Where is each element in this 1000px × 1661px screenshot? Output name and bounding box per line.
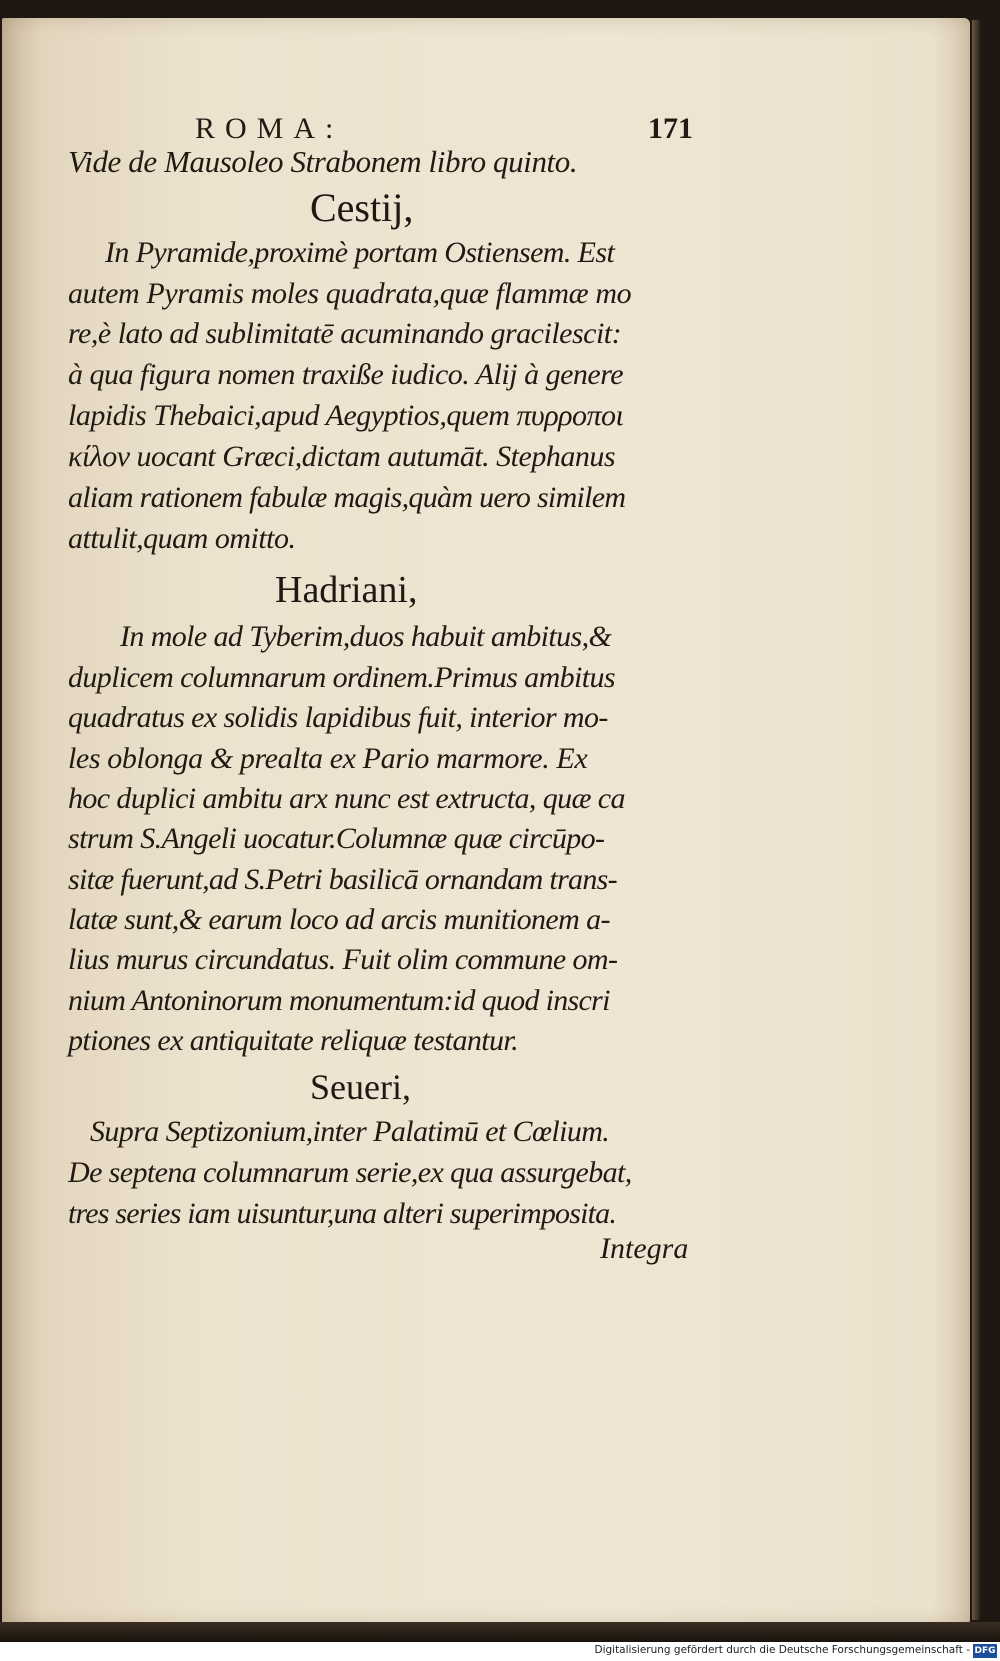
text-line: Supra Septizonium,inter Palatimū et Cœlium. [90,1115,610,1148]
text-line: latæ sunt,& earum loco ad arcis munitionem a- [68,903,610,936]
text-line: Vide de Mausoleo Strabonem libro quinto. [68,144,578,179]
text-line: De septena columnarum serie,ex qua assurgebat, [68,1156,632,1189]
text-line: aliam rationem fabulæ magis,quàm uero similem [68,481,626,514]
section-heading-seueri: Seueri, [310,1067,411,1107]
text-line: ptiones ex antiquitate reliquæ testantur. [68,1024,519,1057]
text-line: re,è lato ad sublimitatē acuminando gracilescit: [68,317,622,350]
text-line: à qua figura nomen traxiße iudico. Alij à genere [68,358,624,391]
text-line: tres series iam uisuntur,una alteri superimposita. [68,1197,617,1230]
funding-credit: Digitalisierung gefördert durch die Deutsche Forschungsgemeinschaft - [594,1644,970,1656]
text-line: autem Pyramis moles quadrata,quæ flammæ mo [68,277,632,310]
text-line: attulit,quam omitto. [68,522,296,555]
text-line: les oblonga & prealta ex Pario marmore. Ex [68,742,588,775]
text-line: duplicem columnarum ordinem.Primus ambitus [68,661,615,694]
text-line: κίλον uocant Græci,dictam autumāt. Stephanus [68,440,616,473]
text-line: quadratus ex solidis lapidibus fuit, interior mo- [68,701,608,734]
text-line: sitæ fuerunt,ad S.Petri basilicā ornandam trans- [68,863,617,896]
page-number: 171 [648,112,693,145]
text-line: lius murus circundatus. Fuit olim commune om- [68,943,618,976]
page-fore-edge [972,20,980,1620]
text-line: lapidis Thebaici,apud Aegyptios,quem πυρροποι [68,399,624,432]
section-heading-cestij: Cestij, [310,185,414,230]
text-line: strum S.Angeli uocatur.Columnæ quæ circūpo- [68,822,605,855]
text-line: hoc duplici ambitu arx nunc est extructa, quæ ca [68,782,625,815]
text-line: In mole ad Tyberim,duos habuit ambitus,& [120,620,612,653]
digitization-footer [0,1642,1000,1661]
text-line: nium Antoninorum monumentum:id quod inscri [68,984,610,1017]
text-line: In Pyramide,proximè portam Ostiensem. Est [105,236,615,269]
book-bottom-edge [0,1622,1000,1642]
section-heading-hadriani: Hadriani, [275,569,418,611]
running-head: ROMA: [195,112,344,145]
catchword: Integra [600,1232,689,1265]
dfg-logo: DFG [974,1646,996,1656]
